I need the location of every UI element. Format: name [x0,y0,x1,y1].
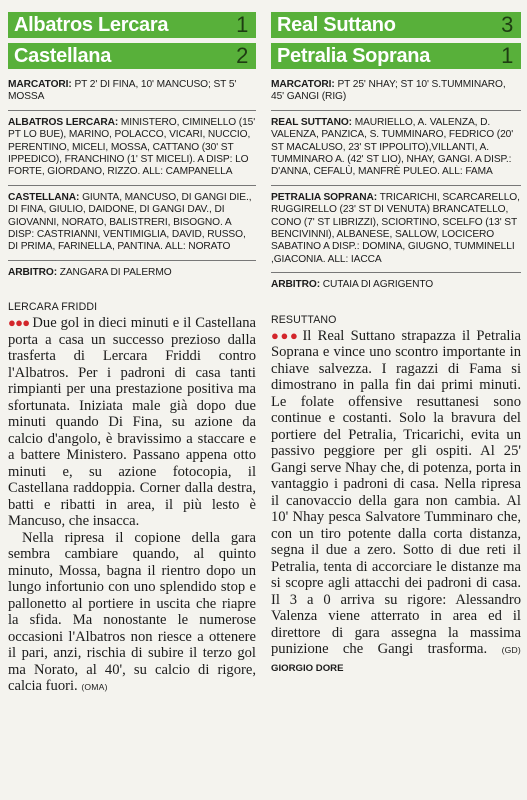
match-column-right [271,12,521,677]
home-lineup-label: REAL SUTTANO: [271,116,352,128]
dateline: LERCARA FRIDDI [8,301,98,314]
scorers-section [271,79,521,111]
home-lineup-section [8,111,256,186]
away-lineup-text: GIUNTA, MANCUSO, DI GANGI DIE., DI FINA, GIULIO, DAIDONE, DI GANGI DAV., DI GIOVANNI, NORATO, BALISTRERI, BISOGNO. A DISP: CASTRIANNI, VENTIMIGLIA, DAVID, RUSSO, DI PRIMA, FARINELLA, PANTINA. ALL: NORATO [8,191,252,253]
team-score: 1 [236,12,248,37]
referee-label: ARBITRO: [271,279,320,291]
team-score: 2 [236,43,248,68]
team-name: Albatros Lercara [14,13,169,36]
home-lineup-label: ALBATROS LERCARA: [8,116,119,128]
referee-section [8,261,256,279]
away-lineup-label: CASTELLANA: [8,191,80,203]
team-score: 3 [501,12,513,37]
match-column-left [8,12,256,696]
away-lineup-label: PETRALIA SOPRANA: [271,191,378,203]
scorers-label: MARCATORI: [8,79,72,90]
bullet-dots-icon: ●●● [271,327,300,343]
article-paragraph: ●●● Il Real Suttano strapazza il Petralia Soprana e vince uno scontro importante in chiave salvezza. I ragazzi di Fama si dimostrano in palla fin dai primi minuti. Le folate offensive resuttanesi sono continue e costanti. Solo la bravura del portiere del Petralia, Tricarichi, evita un passivo peggiore per gli ospiti. Al 25' Gangi serve Nhay che, di potenza, porta in vantaggio i padroni di casa. Nella ripresa il canovaccio della gara non cambia. Al 10' Nhay pesca Salvatore Tumminaro che, con un tiro potente dalla corta distanza, segna il due a zero. Sotto di due reti il Petralia, tenta di accorciare le distanze ma si scopre agli attacchi dei padroni di casa. Il 3 a 0 arriva su rigore: Alessandro Valenza viene atterrato in area ed il direttore di gara assegna la massima punizione che Gangi trasforma. (GD) GIORGIO DORE [271,327,522,674]
article-author: GIORGIO DORE [271,662,344,674]
match-info [271,79,521,292]
article-signature: (GD) [501,645,521,656]
home-lineup-section [271,111,521,186]
team-score: 1 [501,43,513,68]
referee-text: ZANGARA DI PALERMO [59,266,172,278]
home-score-bar [8,12,256,38]
team-name: Real Suttano [277,13,396,36]
article-body [271,328,521,678]
away-lineup-section [8,186,256,261]
away-lineup-section [271,186,521,273]
home-lineup-text: MAURIELLO, A. VALENZA, D. VALENZA, PANZICA, S. TUMMINARO, FEDRICO (20' ST MACALUSO, 23' ST IPPOLITO),VILLANTI, A. TUMMINARO A. (42' ST LIO), NHAY, GANGI. A DISP.: D'ANNA, CEFALÙ, MANFRÈ PULEO. ALL: FAMA [271,116,514,178]
referee-label: ARBITRO: [8,266,57,278]
match-info [8,79,256,279]
team-name: Castellana [14,44,112,67]
article-paragraph: ●●● Due gol in dieci minuti e il Castellana porta a casa un successo prezioso dalla trasferta di Lercara Friddi contro l'Albatros. Per i padroni di casa tanti rimpianti per una prestazione positiva ma sfortunata. Iniziata male già dopo due minuti quando Di Fina, su azione da calcio d'angolo, è bravissimo a staccare e a battere Ministero. Passano appena otto minuti e, su azione fotocopia, il Castellana raddoppia. Corner dalla destra, batti e ribatti in area, il più lesto è Mancuso, che insacca. [8,315,256,530]
dateline: RESUTTANO [271,313,337,326]
home-lineup-text: MINISTERO, CIMINELLO (15' PT LO BUE), MARINO, POLACCO, VICARI, NUCCIO, PERENTINO, MICELI, MOSSA, CATTANO (30' ST IPPEDICO), FRANCHINO (1' ST MICELI). A DISP: LO FORTE, GIORDANO, RIZZO. ALL: CAMPANELLA [8,116,256,178]
referee-text: CUTAIA DI AGRIGENTO [322,279,434,291]
away-score-bar [271,43,521,69]
away-lineup-text: TRICARICHI, SCARCARELLO, RUGGIRELLO (23' ST DI VENUTA) BRANCATELLO, CONO (7' ST LIBRIZZI), SCIORTINO, SCELFO (13' ST BENCIVINNI), ALBANESE, SALLOW, LOCICERO SABATINO A DISP.: DOMINA, GIUGNO, TUMMINELLI ,GIACONIA. ALL: IACCA [271,191,520,265]
scorers-label: MARCATORI: [271,79,335,90]
scorers-section [8,79,256,111]
scorers-text: PT 25' NHAY; ST 10' S.TUMMINARO, 45' GANGI (RIG) [271,79,506,103]
away-score-bar [8,43,256,69]
article-signature: (OMA) [81,682,108,693]
bullet-dots-icon: ●●● [8,315,30,331]
article-paragraph: Nella ripresa il copione della gara sembra cambiare quando, al quinto minuto, Mossa, bagna il rientro dopo un lungo infortunio con uno splendido stop e pallonetto al portiere in uscita che riapre la sfida. Ma nonostante le numerose occasioni l'Albatros non riesce a ottenere il pari, anzi, rischia di subire il terzo gol ma Norato, al 40', su calcio di rigore, calcia fuori. (OMA) [8,529,256,695]
referee-section [271,273,521,291]
article-body [8,315,256,696]
scorers-text: PT 2' DI FINA, 10' MANCUSO; ST 5' MOSSA [8,79,237,103]
home-score-bar [271,12,521,38]
team-name: Petralia Soprana [277,44,431,67]
